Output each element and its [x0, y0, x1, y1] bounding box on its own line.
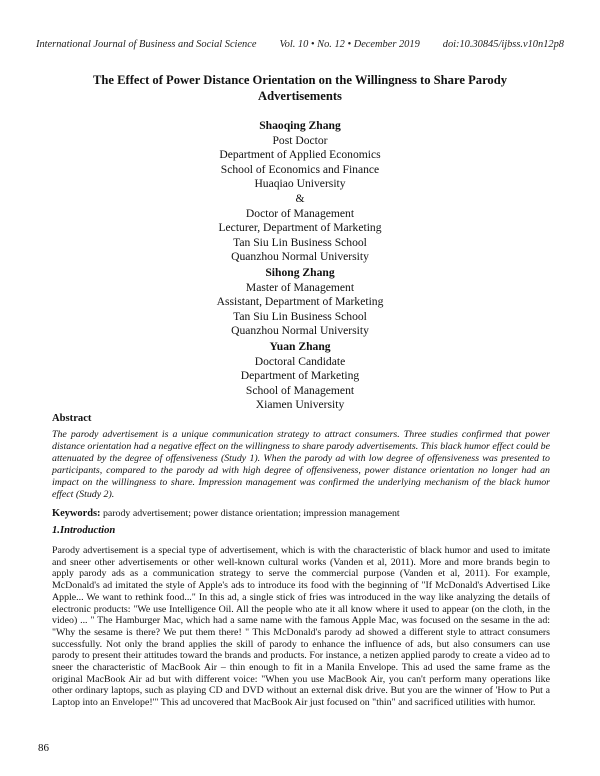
keywords: [52, 508, 550, 519]
affiliation-line: Doctoral Candidate: [254, 354, 346, 368]
author-name: Sihong Zhang: [265, 265, 335, 279]
affiliation-line: School of Economics and Finance: [220, 162, 380, 176]
affiliation-line: Department of Applied Economics: [219, 148, 381, 162]
affiliation-line: Department of Marketing: [240, 369, 360, 383]
keywords-label: Keywords:: [52, 508, 101, 519]
author-name: Yuan Zhang: [269, 339, 331, 353]
running-header: [36, 39, 564, 50]
affiliation-line: Tan Siu Lin Business School: [233, 309, 367, 323]
author-list: [0, 119, 600, 413]
author-2: [0, 266, 600, 339]
affiliation-line: Doctor of Management: [245, 206, 355, 220]
affiliation-line: School of Management: [245, 383, 355, 397]
affiliation-line: Huaqiao University: [254, 177, 346, 191]
affiliation-line: Post Doctor: [272, 133, 328, 147]
affiliation-line: Lecturer, Department of Marketing: [218, 221, 382, 235]
issue-info: Vol. 10 • No. 12 • December 2019: [279, 39, 420, 50]
journal-name: International Journal of Business and Social Science: [36, 39, 257, 50]
affiliation-line: &: [295, 191, 305, 205]
introduction-text: Parody advertisement is a special type of advertisement, which is with the characteristic of black humor and used to imitate and sneer other advertisements or other well-known cultural works (Vanden et al, 2011). More and more brands begin to apply parody ads as a communication strategy to serve the commercial purpose (Vanden et al, 2011). For example, McDonald's ad imitated the style of Apple's ads to introduce its food with the beginning of "If McDonald's Advertised Like Apple... We want to rethink food..." In this ad, a single stick of fries was introduced in the way like analyzing the details of electronic products: "We use Intelligence Oil. All the people who ate it all know where it used to appear (on the cloth, in the video) ... " The Hamburger Mac, which had a same name with the famous Apple Mac, was focused on the sesame in the ad: "Why the sesame is there? We put them there! " This McDonald's parody ad showed a different style to attract consumers successfully. Not only the brand applies the skill of parody to enhance the influence of ads, but also consumers can use parody to present their attitudes toward the brands and products. For instance, a netizen applied parody to create a video ad to sneer the characteristic of MacBook Air – thin enough to fit in a Manila Envelope. This ad used the same frame as the original MacBook Air ad but with different voice: "When you use MacBook Air, you can't perform many operations like other ordinary laptops, such as playing CD and DVD without an external disk drive. But you are the winner of 'How to Put a Laptop into an Envelope!'" This ad uncovered that MacBook Air just focused on "thin" and sacrificed utilities with humor.: [52, 545, 550, 709]
affiliation-line: Quanzhou Normal University: [231, 250, 369, 264]
affiliation-line: Tan Siu Lin Business School: [233, 235, 367, 249]
affiliation-line: Master of Management: [245, 280, 355, 294]
author-name: Shaoqing Zhang: [259, 119, 341, 132]
abstract-text: The parody advertisement is a unique communication strategy to attract consumers. Three studies confirmed that power distance orientation had a negative effect on the willingness to share parody advertisements. This black humor effect could be attenuated by the degree of offensiveness (Study 1). When the parody ad with low degree of offensiveness was presented to participants, compared to the parody ad with high degree of offensiveness, power distance orientation no longer had an impact on the willingness to share. Impression management was confirmed the underlying mechanism of the black humor effect (Study 2).: [52, 429, 550, 500]
author-3: [0, 340, 600, 413]
abstract-heading: Abstract: [52, 413, 92, 424]
affiliation-line: Assistant, Department of Marketing: [216, 295, 384, 309]
keywords-text: parody advertisement; power distance orientation; impression management: [102, 508, 400, 519]
section-heading-introduction: 1.Introduction: [52, 525, 116, 536]
author-1: [0, 119, 600, 265]
affiliation-line: Xiamen University: [255, 398, 345, 412]
page-number: 86: [38, 742, 49, 754]
paper-title: The Effect of Power Distance Orientation on the Willingness to Share Parody Advertisements: [92, 73, 508, 103]
affiliation-line: Quanzhou Normal University: [231, 324, 369, 338]
doi: doi:10.30845/ijbss.v10n12p8: [442, 39, 564, 50]
